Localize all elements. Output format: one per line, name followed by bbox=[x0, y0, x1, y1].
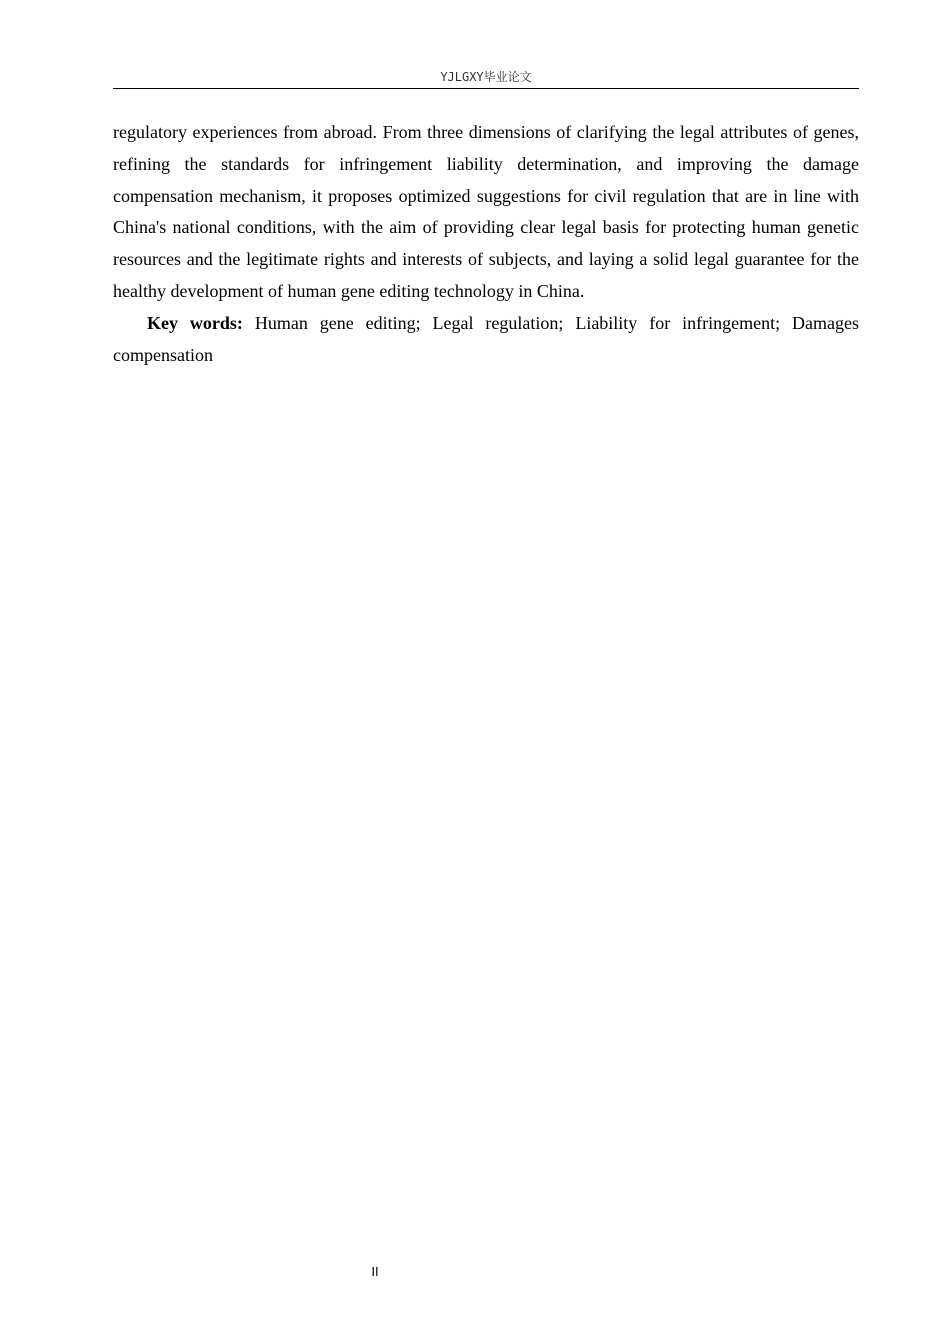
header-title: YJLGXY毕业论文 bbox=[440, 70, 532, 84]
keywords-paragraph bbox=[113, 308, 859, 372]
abstract-paragraph: regulatory experiences from abroad. From three dimensions of clarifying the legal attributes of genes, refining the standards for infringement liability determination, and improving the damage compensation mechanism, it proposes optimized suggestions for civil regulation that are in line with China's national conditions, with the aim of providing clear legal basis for protecting human genetic resources and the legitimate rights and interests of subjects, and laying a solid legal guarantee for the healthy development of human gene editing technology in China. bbox=[113, 122, 859, 301]
keywords-text: Human gene editing; Legal regulation; Liability for infringement; Damages compensation bbox=[113, 312, 859, 365]
page-header bbox=[113, 66, 859, 89]
abstract-body bbox=[113, 117, 859, 371]
keywords-label: Key words: bbox=[147, 312, 243, 333]
page-number: II bbox=[371, 1264, 379, 1279]
